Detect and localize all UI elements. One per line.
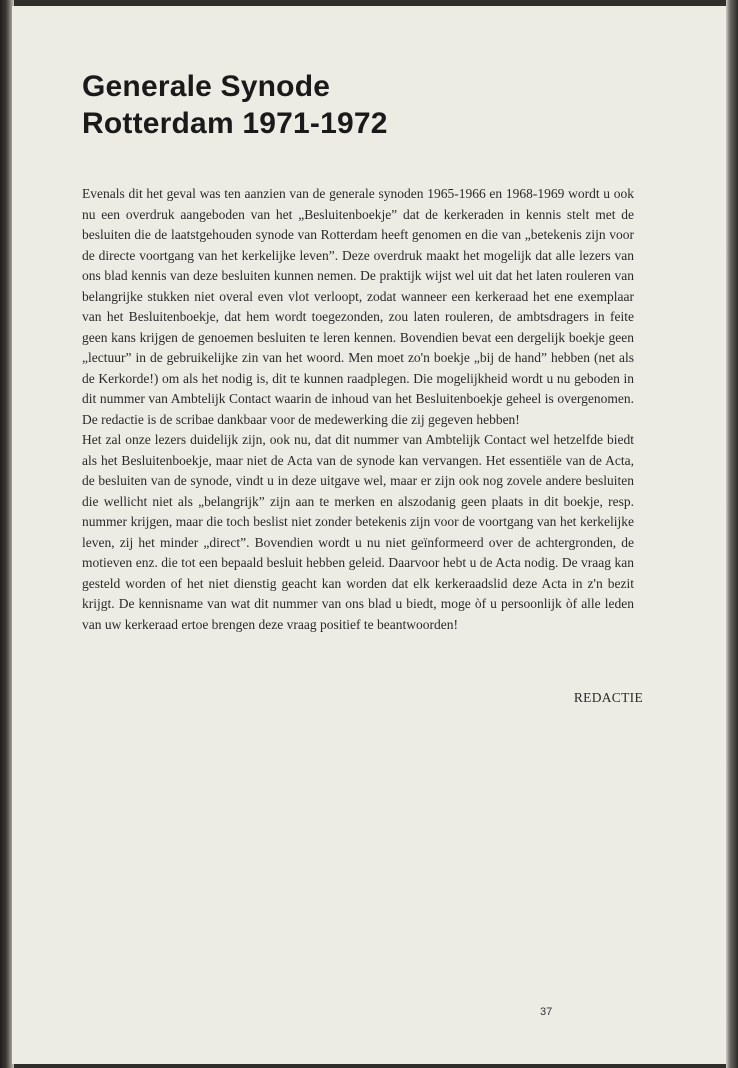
title-line-1: Generale Synode [82,70,331,103]
page-number: 37 [540,1006,553,1018]
article-body [82,184,634,635]
page-title [82,68,388,142]
document-page [12,6,726,1064]
signature: REDACTIE [573,690,643,705]
paragraph-2: Het zal onze lezers duidelijk zijn, ook nu, dat dit nummer van Ambtelijk Contact wel hetzelfde biedt als het Besluitenboekje, maar niet de Acta van de synode kan vervangen. Het essentiële van de Acta, de besluiten van de synode, vindt u in deze uitgave wel, maar er zijn ook nog zovele andere besluiten die wellicht niet als „belangrijk” zijn aan te merken en alszodanig geen plaats in dit boekje, resp. nummer krijgen, maar die toch beslist niet zonder betekenis zijn voor de voortgang van het kerkelijke leven, zij het minder „direct”. Bovendien wordt u nu niet geïnformeerd over de achtergronden, de motieven enz. die tot een bepaald besluit hebben geleid. Daarvoor hebt u de Acta nodig. De vraag kan gesteld worden of het niet dienstig geacht kan worden dat elk kerkeraadslid deze Acta in z'n bezit krijgt. De kennisname van wat dit nummer van ons blad u biedt, moge òf u persoonlijk òf alle leden van uw kerkeraad ertoe brengen deze vraag positief te beantwoorden! [82,432,634,632]
title-line-2: Rotterdam 1971-1972 [82,107,388,140]
paragraph-1: Evenals dit het geval was ten aanzien van de generale synoden 1965-1966 en 1968-1969 wordt u ook nu een overdruk aangeboden van het „Besluitenboekje” dat de kerkeraden in kennis stelt met de besluiten die de laatstgehouden synode van Rotterdam heeft genomen en die van „betekenis zijn voor de directe voortgang van het kerkelijke leven”. Deze overdruk maakt het mogelijk dat alle lezers van ons blad kennis van deze besluiten kunnen nemen. De praktijk wijst wel uit dat het laten rouleren van belangrijke stukken niet overal even vlot verloopt, zodat wanneer een kerkeraad het ene exemplaar van het Besluitenboekje, dat hem wordt toegezonden, zou laten rouleren, de ambtsdragers in feite geen kans krijgen de genoemen besluiten te leren kennen. Bovendien bevat een dergelijk boekje geen „lectuur” in de gebruikelijke zin van het woord. Men moet zo'n boekje „bij de hand” hebben (net als de Kerkorde!) om als het nodig is, dit te kunnen raadplegen. Die mogelijkheid wordt u nu geboden in dit nummer van Ambtelijk Contact waarin de inhoud van het Besluitenboekje geheel is overgenomen. De redactie is de scribae dankbaar voor de medewerking die zij gegeven hebben! [82,186,634,427]
page-edge [726,0,738,1068]
